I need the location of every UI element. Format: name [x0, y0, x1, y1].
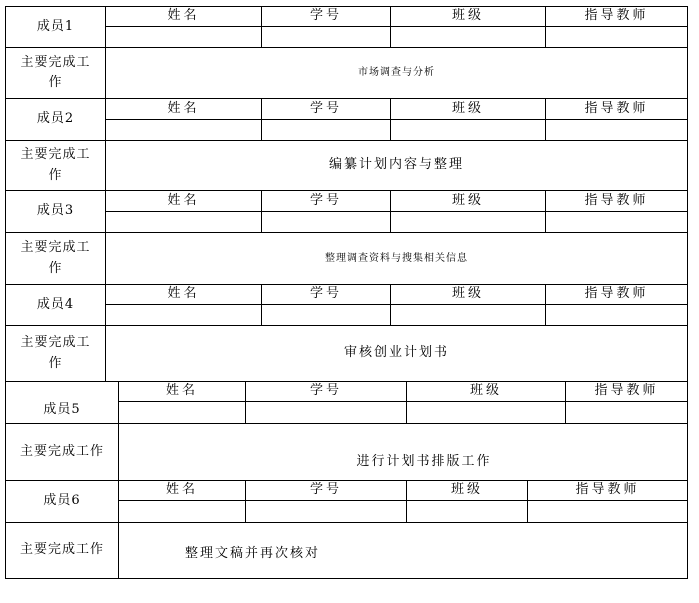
member-3-name-field[interactable] — [106, 212, 261, 232]
member-6-advisor-field[interactable] — [528, 501, 687, 522]
header-student-id: 学号 — [309, 482, 342, 498]
member-4-student-id-field[interactable] — [262, 305, 390, 325]
member-6-student-id-field[interactable] — [246, 501, 406, 522]
work-label-1: 主要完成工 作 — [20, 54, 91, 90]
header-advisor: 指导教师 — [594, 383, 659, 399]
member-5-advisor-field[interactable] — [566, 402, 687, 423]
work-label-2: 主要完成工 作 — [20, 147, 91, 183]
work-label-3: 主要完成工 作 — [20, 240, 91, 276]
member-3-label: 成员3 — [36, 203, 75, 219]
header-class: 班级 — [450, 482, 483, 498]
member-6-work-field[interactable]: 整理文稿并再次核对 — [185, 546, 321, 562]
member-2-work-field[interactable]: 编纂计划内容与整理 — [328, 157, 464, 173]
member-1-student-id-field[interactable] — [262, 27, 390, 47]
member-6-name-field[interactable] — [119, 501, 245, 522]
header-student-id: 学号 — [309, 8, 342, 24]
member-2-student-id-field[interactable] — [262, 120, 390, 140]
member-4-work-field[interactable]: 审核创业计划书 — [343, 345, 449, 361]
header-student-id: 学号 — [309, 100, 342, 116]
header-student-id: 学号 — [309, 192, 342, 208]
work-label-4: 主要完成工 作 — [20, 335, 91, 371]
header-class: 班级 — [469, 383, 502, 399]
member-4-advisor-field[interactable] — [546, 305, 687, 325]
member-5-work-field[interactable]: 进行计划书排版工作 — [356, 453, 492, 469]
member-2-label: 成员2 — [36, 111, 75, 127]
header-name: 姓名 — [167, 100, 200, 116]
header-class: 班级 — [451, 8, 484, 24]
header-advisor: 指导教师 — [575, 482, 640, 498]
member-4-label: 成员4 — [36, 296, 75, 312]
member-3-work-field[interactable]: 整理调查资料与搜集相关信息 — [325, 252, 468, 264]
header-advisor: 指导教师 — [584, 8, 649, 24]
header-advisor: 指导教师 — [584, 192, 649, 208]
member-4-class-field[interactable] — [391, 305, 545, 325]
member-1-label: 成员1 — [36, 18, 75, 34]
header-name: 姓名 — [167, 8, 200, 24]
header-student-id: 学号 — [309, 286, 342, 302]
member-5-name-field[interactable] — [119, 402, 245, 423]
member-1-class-field[interactable] — [391, 27, 545, 47]
member-3-class-field[interactable] — [391, 212, 545, 232]
member-2-advisor-field[interactable] — [546, 120, 687, 140]
header-name: 姓名 — [165, 383, 198, 399]
member-1-work-field[interactable]: 市场调查与分析 — [358, 67, 435, 79]
header-class: 班级 — [451, 100, 484, 116]
header-name: 姓名 — [167, 192, 200, 208]
header-name: 姓名 — [167, 286, 200, 302]
member-5-class-field[interactable] — [407, 402, 565, 423]
header-class: 班级 — [451, 286, 484, 302]
member-6-label: 成员6 — [43, 493, 81, 509]
member-4-name-field[interactable] — [106, 305, 261, 325]
header-class: 班级 — [451, 192, 484, 208]
member-1-name-field[interactable] — [106, 27, 261, 47]
member-3-student-id-field[interactable] — [262, 212, 390, 232]
header-student-id: 学号 — [309, 383, 342, 399]
member-2-name-field[interactable] — [106, 120, 261, 140]
work-label-5: 主要完成工作 — [19, 443, 104, 459]
header-name: 姓名 — [165, 482, 198, 498]
member-6-class-field[interactable] — [407, 501, 527, 522]
work-label-6: 主要完成工作 — [19, 542, 104, 558]
member-5-student-id-field[interactable] — [246, 402, 406, 423]
header-advisor: 指导教师 — [584, 100, 649, 116]
member-1-advisor-field[interactable] — [546, 27, 687, 47]
member-3-advisor-field[interactable] — [546, 212, 687, 232]
member-5-label: 成员5 — [43, 401, 81, 417]
member-2-class-field[interactable] — [391, 120, 545, 140]
header-advisor: 指导教师 — [584, 286, 649, 302]
